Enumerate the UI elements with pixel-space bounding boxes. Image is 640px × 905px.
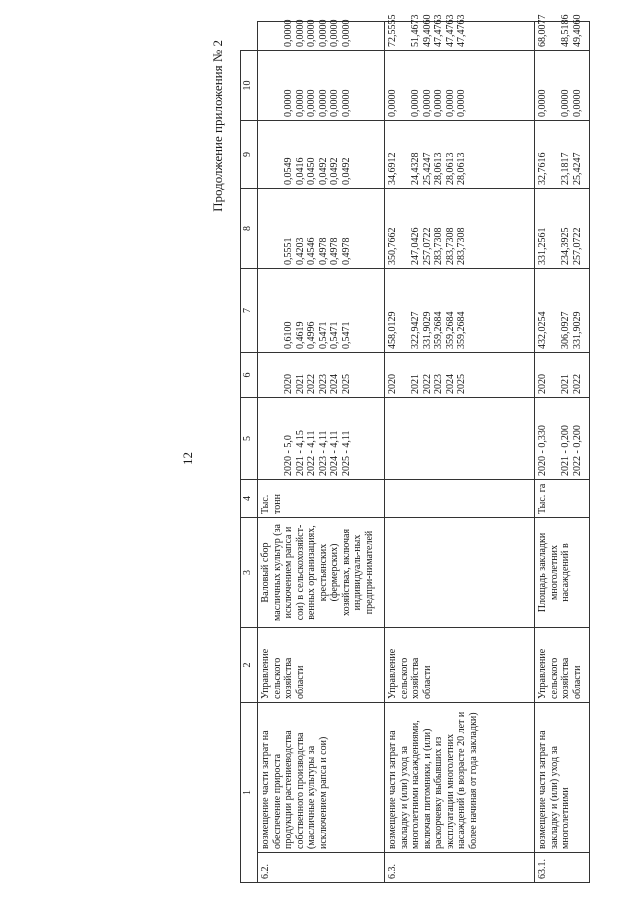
indicator: Площадь закладки многолетних насаждений в: [535, 518, 590, 628]
amount-col-9: 0,0000 0,0000 0,0000: [535, 51, 590, 121]
row-number: 6.2.: [258, 853, 385, 883]
budget-table: [240, 14, 590, 883]
total-amount: 0,6100 0,4619 0,4996 0,5471 0,5471 0,5471: [258, 269, 385, 353]
unit: Тыс. га: [535, 480, 590, 518]
col-header-9: 9: [241, 121, 258, 189]
col-header-5: 5: [241, 398, 258, 480]
row-number: 63.1.: [535, 853, 590, 883]
executor: Управление сельского хозяйства области: [535, 628, 590, 703]
indicator: [385, 518, 535, 628]
unit: Тыс. тонн: [258, 480, 385, 518]
row-number: 6.3.: [385, 853, 535, 883]
target-values: 2020 - 5,0 2021 - 4,15 2022 - 4,11 2023 - 4,11 2024 - 4,11 2025 - 4,11: [258, 398, 385, 480]
amount-col-9: 0,0000 0,0000 0,0000 0,0000 0,0000 0,0000: [385, 51, 535, 121]
amount-col-9: 0,0000 0,0000 0,0000 0,0000 0,0000 0,0000: [258, 51, 385, 121]
table-row: [385, 22, 535, 883]
continuation-title: Продолжение приложения № 2: [210, 40, 225, 212]
page-number: 12: [180, 452, 195, 465]
target-values: 2020 - 0,330 2021 - 0,200 2022 - 0,200: [535, 398, 590, 480]
col-header-4: 4: [241, 480, 258, 518]
amount-col-10: 0,0000 0,0000 0,0000 0,0000 0,0000 0,0000: [258, 22, 385, 51]
header-row: [241, 22, 258, 883]
executor: Управление сельского хозяйства области: [385, 628, 535, 703]
amount-col-7: 331,2561 234,3925 257,0722: [535, 189, 590, 269]
total-amount: 432,0254 306,0927 331,9029: [535, 269, 590, 353]
amount-col-8: 0,0549 0,0416 0,0450 0,0492 0,0492 0,0492: [258, 121, 385, 189]
unit: [385, 480, 535, 518]
executor: Управление сельского хозяйства области: [258, 628, 385, 703]
years: 2020 2021 2022 2023 2024 2025: [385, 353, 535, 398]
amount-col-8: 32,7616 23,1817 25,4247: [535, 121, 590, 189]
years: 2020 2021 2022: [535, 353, 590, 398]
amount-col-10: 72,5555 51,4673 49,4060 47,4763 47,4763 47,4763: [385, 22, 535, 51]
amount-col-10: 68,0077 48,5186 49,4060: [535, 22, 590, 51]
table-row: [258, 22, 385, 883]
col-header-7: 7: [241, 269, 258, 353]
col-header-8: 8: [241, 189, 258, 269]
target-values: [385, 398, 535, 480]
col-header-6: 6: [241, 353, 258, 398]
amount-col-8: 34,6912 24,4328 25,4247 28,0613 28,0613 28,0613: [385, 121, 535, 189]
amount-col-7: 0,5551 0,4203 0,4546 0,4978 0,4978 0,4978: [258, 189, 385, 269]
col-header-10: 10: [241, 51, 258, 121]
indicator: Валовый сбор масличных культур (за исключением рапса и сои) в сельскохозяйст-венных организациях, крестьянских (фермерских) хозяйствах, включая индивидуаль-ных предпри-нимателей: [258, 518, 385, 628]
measure-name: возмещение части затрат на обеспечение прироста продукции растениеводства собственного производства (масличные культуры за исключением рапса и сои): [258, 703, 385, 853]
amount-col-7: 350,7662 247,0426 257,0722 283,7308 283,7308 283,7308: [385, 189, 535, 269]
table-row: [535, 22, 590, 883]
years: 2020 2021 2022 2023 2024 2025: [258, 353, 385, 398]
col-header-1: 1: [241, 703, 258, 883]
measure-name: возмещение части затрат на закладку и (или) уход за многолетними: [535, 703, 590, 853]
col-header-3: 3: [241, 518, 258, 628]
total-amount: 458,0129 322,9427 331,9029 359,2684 359,2684 359,2684: [385, 269, 535, 353]
measure-name: возмещение части затрат на закладку и (или) уход за многолетними насаждениями, включая питомники, и (или) раскорчевку выбывших из эксплуатации многолетних насаждений (в возрасте 20 лет и более начиная от года закладки): [385, 703, 535, 853]
col-header-2: 2: [241, 628, 258, 703]
